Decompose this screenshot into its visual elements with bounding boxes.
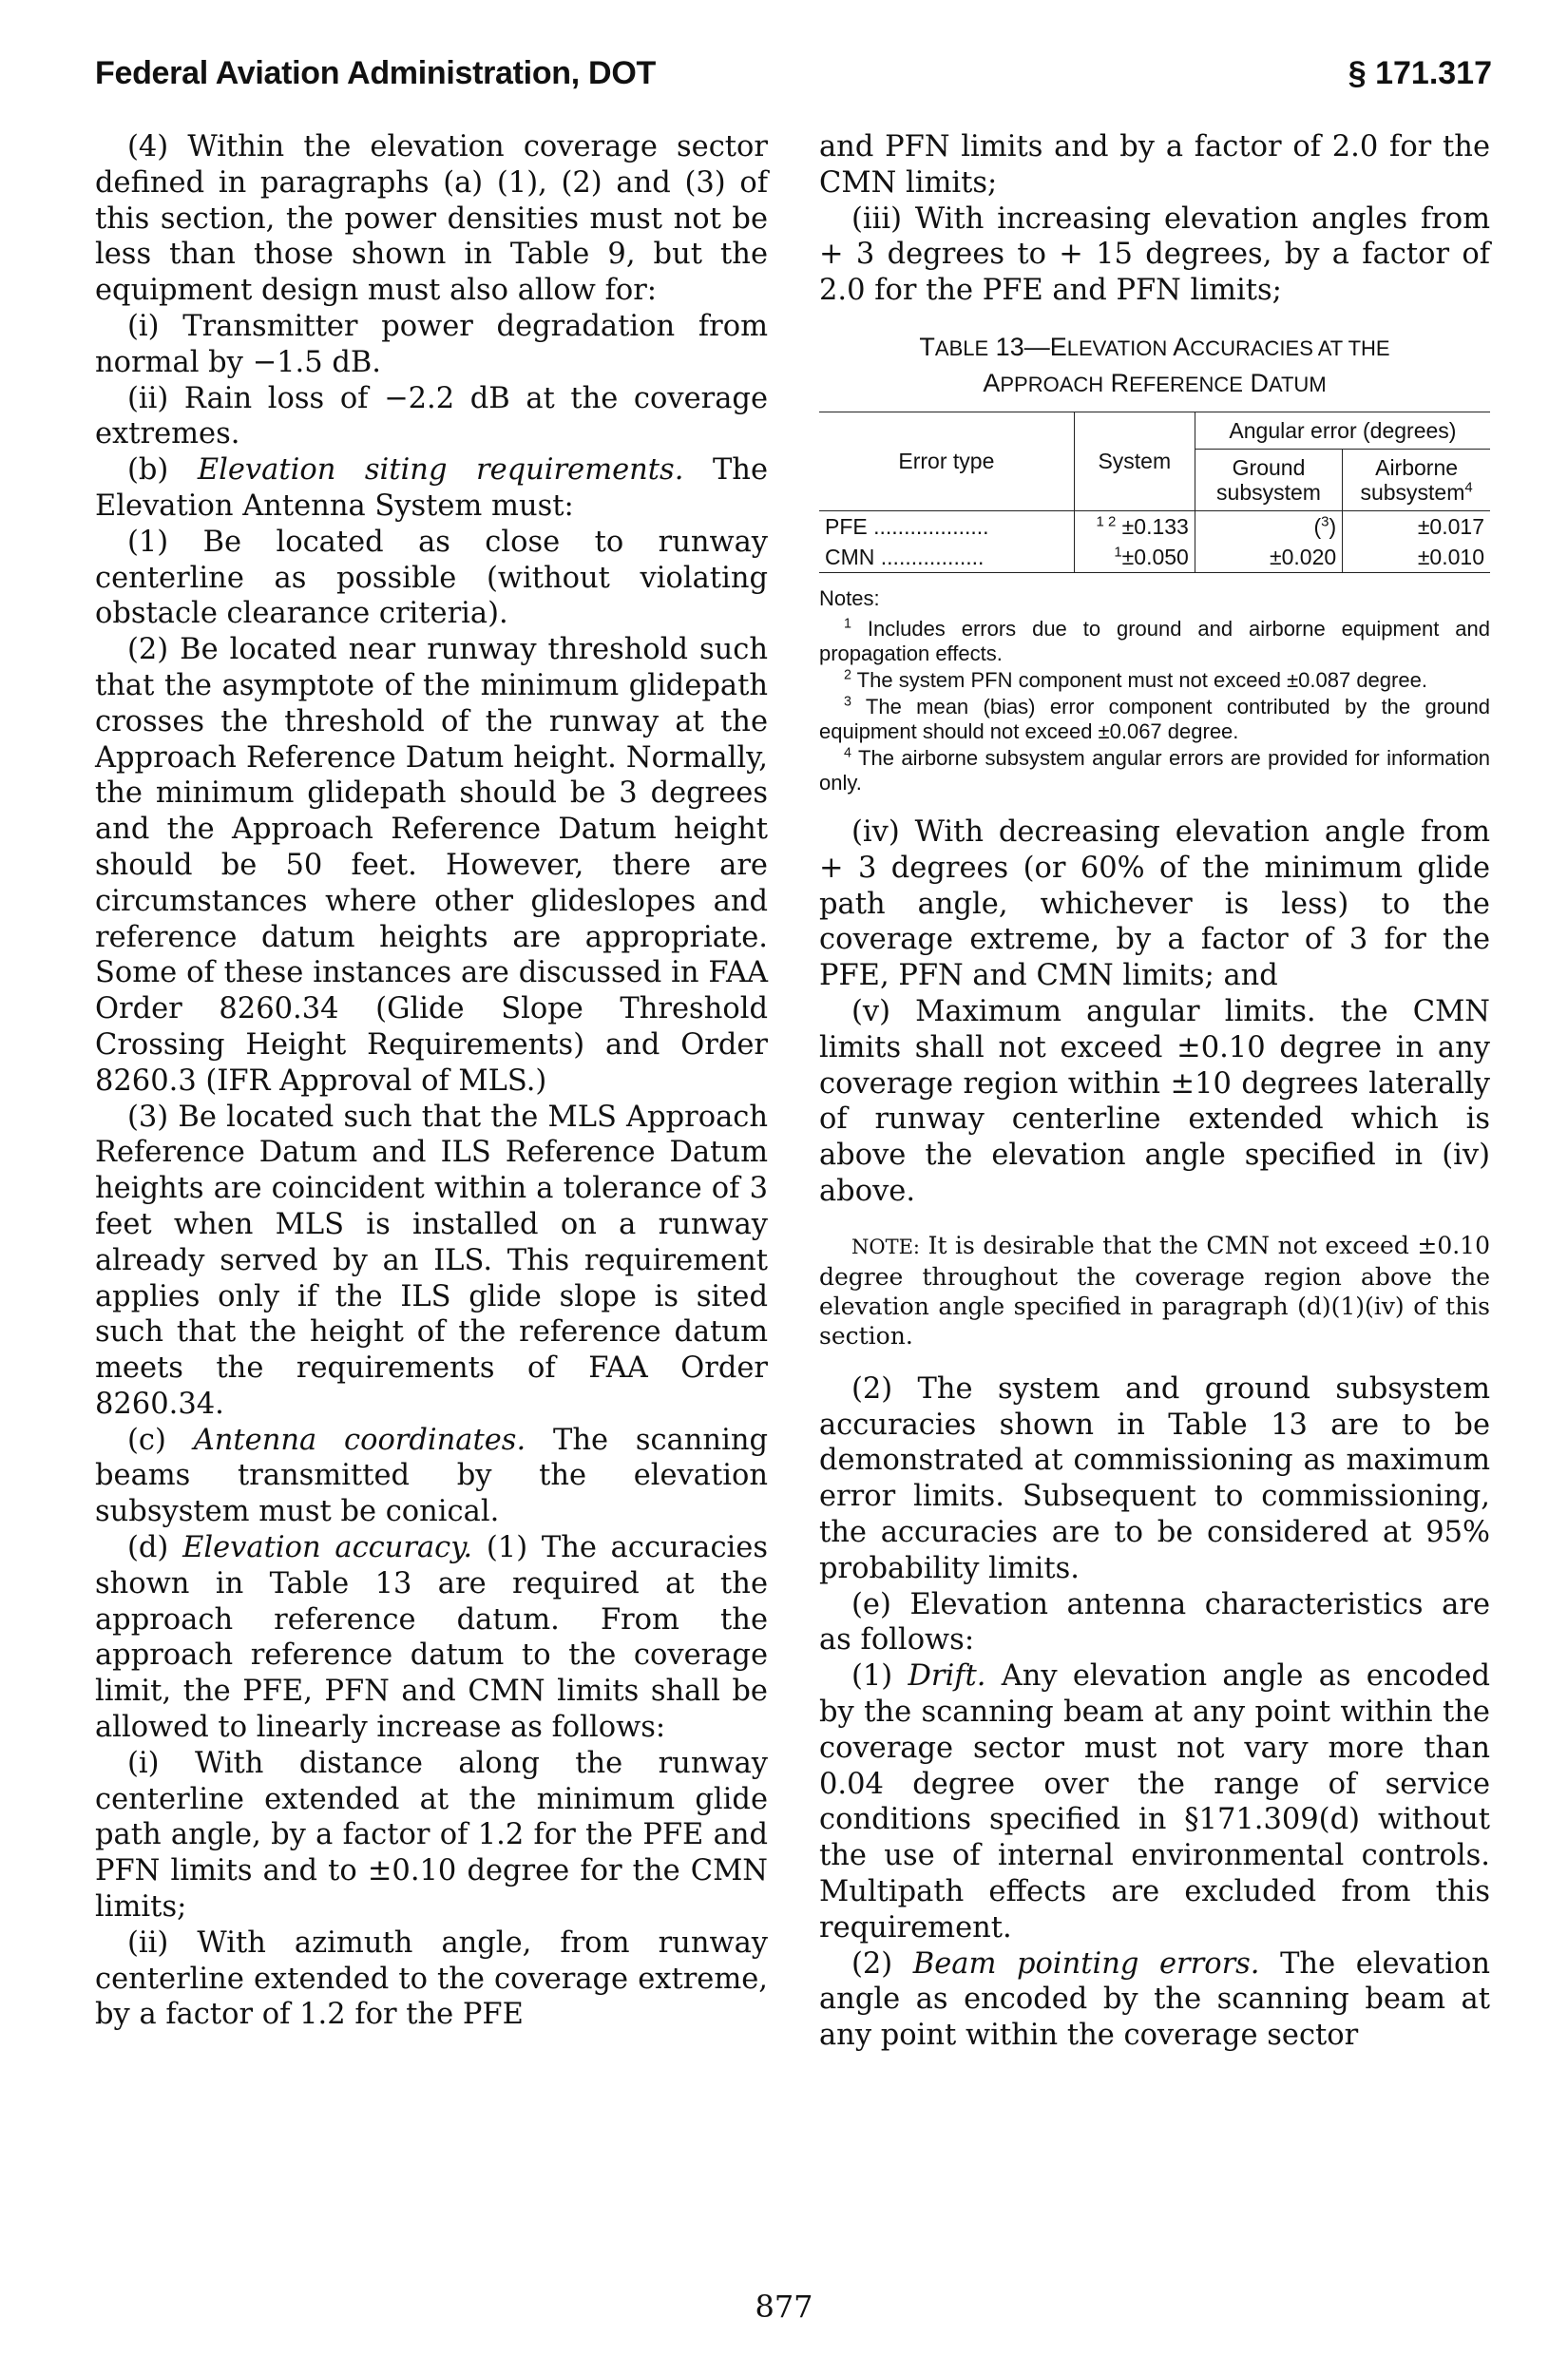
table-notes [819, 586, 1490, 795]
table-cell-airborne: ±0.017 [1417, 513, 1484, 539]
table-header-airborne-subsystem: Airborne subsystem$^4$ [1343, 449, 1490, 510]
table-note: $^3$ The mean (bias) error component contributed by the ground equipment should not exceed ±0.067 degree. [819, 694, 1490, 743]
paragraph: (ii) With azimuth angle, from runway centerline extended to the coverage extreme, by a factor of 1.2 for the PFE [95, 1926, 768, 2032]
table-header-error-type: Error type [819, 412, 1074, 510]
paragraph: (ii) Rain loss of −2.2 dB at the coverage extremes. [95, 381, 768, 451]
paragraph-lead: (b) [127, 453, 198, 488]
paragraph-text: Any elevation angle as encoded by the scanning beam at any point within the coverage sector must not vary more than 0.04 degree over the range of service conditions specified in §171.309(d) without the use of internal environmental controls. Multipath effects are excluded from this requirement. [819, 1659, 1491, 1945]
paragraph: (iv) With decreasing elevation angle from + 3 degrees (or 60% of the minimum glide path angle, whichever is less) to the coverage extreme, by a factor of 3 for the PFE, PFN and CMN limits; and [819, 814, 1490, 993]
table-cell-error-type: PFE ................... [819, 510, 1074, 542]
paragraph: (2) The system and ground subsystem accuracies shown in Table 13 are to be demonstrated at commissioning as maximum error limits. Subsequent to commissioning, the accuracies are to be considered at 95% probability limits. [819, 1371, 1490, 1585]
table-title: TABLE 13—ELEVATION ACCURACIES AT THE APPROACH REFERENCE DATUM [919, 332, 1390, 397]
table-cell-ground: ±0.020 [1195, 542, 1342, 573]
paragraph-heading: Elevation accuracy. [182, 1531, 473, 1565]
page-number: 877 [755, 2289, 813, 2325]
table-note: $^1$ Includes errors due to ground and airborne equipment and propagation effects. [819, 616, 1490, 665]
paragraph-text: The scanning beams transmitted by the elevation subsystem must be conical. [95, 1423, 768, 1529]
note-text: It is desirable that the CMN not exceed ±0.10 degree throughout the coverage region above the elevation angle specified in paragraph (d)(1)(iv) of this section. [819, 1231, 1490, 1350]
running-header-agency: Federal Aviation Administration, DOT [95, 55, 656, 91]
paragraph-heading: Drift. [908, 1659, 986, 1694]
paragraph: (e) Elevation antenna characteristics are as follows: [819, 1587, 1490, 1657]
paragraph [95, 1530, 768, 1746]
paragraph-text: The Elevation Antenna System must: [95, 453, 768, 523]
paragraph-text: (1) The accuracies shown in Table 13 are required at the approach reference datum. From the approach reference datum to the coverage limit, the PFE, PFN and CMN limits shall be allowed to linearly increase as follows: [95, 1531, 768, 1745]
paragraph: (1) Be located as close to runway centerline as possible (without violating obstacle clearance criteria). [95, 525, 768, 631]
table-row [819, 542, 1490, 573]
table-row [819, 510, 1490, 542]
table-header-system: System [1074, 412, 1195, 510]
paragraph: (i) Transmitter power degradation from normal by −1.5 dB. [95, 309, 768, 379]
running-header-section: § 171.317 [1348, 55, 1492, 91]
paragraph-lead: (d) [127, 1531, 183, 1565]
table-cell-system: $^{1 2}$ ±0.133 [1074, 510, 1195, 542]
table-cell-system: $^1$±0.050 [1074, 542, 1195, 573]
paragraph: (v) Maximum angular limits. the CMN limits shall not exceed ±0.10 degree in any coverage region within ±10 degrees laterally of runway centerline extended which is above the elevation angle specified in (iv) above. [819, 994, 1490, 1208]
table-cell-airborne: ±0.010 [1343, 542, 1490, 573]
paragraph-lead: (2) [851, 1946, 913, 1981]
paragraph: (2) Be located near runway threshold such that the asymptote of the minimum glidepath crosses the threshold of the runway at the Approach Reference Datum height. Normally, the minimum glidepath should be 3 degrees and the Approach Reference Datum height should be 50 feet. However, there are circumstances where other glideslopes and reference datum heights are appropriate. Some of these instances are discussed in FAA Order 8260.34 (Glide Slope Threshold Crossing Height Requirements) and Order 8260.3 (IFR Approval of MLS.) [95, 633, 768, 1098]
paragraph: (i) With distance along the runway centerline extended at the minimum glide path angle, by a factor of 1.2 for the PFE and PFN limits and to ±0.10 degree for the CMN limits; [95, 1746, 768, 1925]
paragraph [819, 1946, 1490, 2054]
left-column [95, 129, 768, 2033]
table-note: $^4$ The airborne subsystem angular errors are provided for information only. [819, 745, 1490, 795]
section-note [819, 1231, 1490, 1351]
table-cell-ground: ($^3$) [1195, 510, 1342, 542]
paragraph-heading: Elevation siting requirements. [197, 453, 684, 488]
paragraph-text: The elevation angle as encoded by the scanning beam at any point within the coverage sector [819, 1946, 1490, 2053]
paragraph [819, 1658, 1490, 1945]
paragraph-heading: Beam pointing errors. [912, 1946, 1260, 1981]
note-label: NOTE: [851, 1235, 921, 1258]
paragraph: (3) Be located such that the MLS Approach Reference Datum and ILS Reference Datum heights are coincident within a tolerance of 3 feet when MLS is installed on a runway already served by an ILS. This requirement applies only if the ILS glide slope is sited such that the height of the reference datum meets the requirements of FAA Order 8260.34. [95, 1100, 768, 1421]
paragraph: and PFN limits and by a factor of 2.0 for the CMN limits; [819, 130, 1490, 200]
table-note: $^2$ The system PFN component must not exceed ±0.087 degree. [844, 667, 1427, 692]
paragraph-heading: Antenna coordinates. [193, 1423, 526, 1457]
paragraph [95, 452, 768, 525]
paragraph-lead: (c) [127, 1423, 194, 1457]
table-header-ground-subsystem: Ground subsystem [1195, 449, 1342, 510]
paragraph: (iii) With increasing elevation angles from + 3 degrees to + 15 degrees, by a factor of 2.0 for the PFE and PFN limits; [819, 201, 1490, 308]
accuracy-table [819, 412, 1490, 573]
notes-heading: Notes: [819, 585, 880, 610]
paragraph [95, 1423, 768, 1530]
paragraph-lead: (1) [851, 1659, 908, 1694]
table-header-angular-error: Angular error (degrees) [1195, 412, 1490, 449]
table-cell-error-type: CMN ................. [819, 542, 1074, 573]
right-column [819, 129, 1490, 2054]
paragraph: (4) Within the elevation coverage sector defined in paragraphs (a) (1), (2) and (3) of this section, the power densities must not be less than those shown in Table 9, but the equipment design must also allow for: [95, 130, 768, 308]
